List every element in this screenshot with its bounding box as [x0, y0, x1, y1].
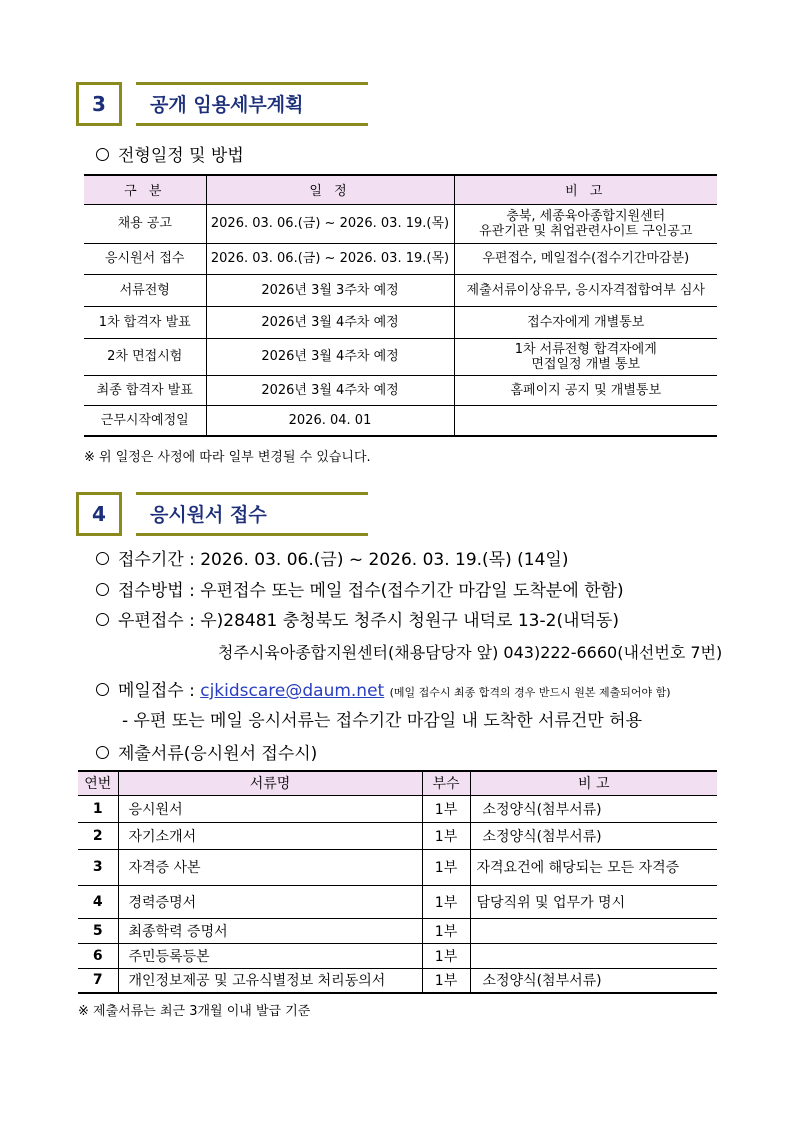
row-remark: 접수자에게 개별통보: [454, 306, 717, 338]
row-date: 2026년 3월 4주차 예정: [206, 338, 454, 375]
row-remark: 자격요건에 해당되는 모든 자격증: [470, 849, 717, 885]
section-title-box: [136, 492, 368, 536]
table-row: [84, 243, 717, 274]
row-remark: 소정양식(첨부서류): [470, 822, 717, 849]
circle-bullet-icon: [96, 613, 109, 626]
row-category: 최종 합격자 발표: [84, 375, 206, 405]
table-header-row: [78, 771, 717, 795]
row-remark: 1차 서류전형 합격자에게 면접일정 개별 통보: [454, 338, 717, 375]
email-note: (메일 접수시 최종 합격의 경우 반드시 원본 제출되어야 함): [389, 686, 671, 699]
row-no: 2: [78, 822, 118, 849]
table-row: [84, 204, 717, 243]
row-no: 5: [78, 918, 118, 943]
row-remark: 소정양식(첨부서류): [470, 968, 717, 993]
row-remark: 충북, 세종육아종합지원센터 유관기관 및 취업관련사이트 구인공고: [454, 204, 717, 243]
row-doc-name: 경력증명서: [118, 885, 422, 918]
table-header-row: [84, 175, 717, 204]
table-row: [78, 822, 717, 849]
documents-table: [78, 770, 717, 994]
table-row: [78, 918, 717, 943]
post-address: 청주시육아종합지원센터(채용담당자 앞) 043)222-6660(내선번호 7번): [218, 643, 723, 662]
table-row: [84, 306, 717, 338]
row-date: 2026. 03. 06.(금) ~ 2026. 03. 19.(목): [206, 204, 454, 243]
circle-bullet-icon: [96, 552, 109, 565]
circle-bullet-icon: [96, 148, 109, 161]
row-date: 2026년 3월 4주차 예정: [206, 306, 454, 338]
row-doc-name: 자격증 사본: [118, 849, 422, 885]
row-no: 3: [78, 849, 118, 885]
header-remark: 비 고: [470, 771, 717, 795]
table-row: [84, 405, 717, 436]
row-copies: 1부: [422, 918, 470, 943]
header-no: 연번: [78, 771, 118, 795]
row-category: 서류전형: [84, 274, 206, 306]
table-row: [84, 375, 717, 405]
row-category: 2차 면접시험: [84, 338, 206, 375]
row-doc-name: 응시원서: [118, 795, 422, 822]
table-row: [78, 943, 717, 968]
row-category: 채용 공고: [84, 204, 206, 243]
row-doc-name: 최종학력 증명서: [118, 918, 422, 943]
row-remark: 우편접수, 메일접수(접수기간마감분): [454, 243, 717, 274]
table-row: [78, 885, 717, 918]
method-bullet: 접수방법 : 우편접수 또는 메일 접수(접수기간 마감일 도착분에 한함): [96, 576, 624, 601]
header-remarks: 비 고: [454, 175, 717, 204]
section-number: 3: [76, 82, 122, 126]
header-schedule: 일 정: [206, 175, 454, 204]
row-copies: 1부: [422, 795, 470, 822]
email-link[interactable]: cjkidscare@daum.net: [200, 681, 385, 701]
row-copies: 1부: [422, 968, 470, 993]
row-remark: [470, 918, 717, 943]
row-remark: [454, 405, 717, 436]
table-row: [78, 849, 717, 885]
row-category: 근무시작예정일: [84, 405, 206, 436]
section-4-header: [76, 492, 368, 536]
table-row: [78, 795, 717, 822]
header-category: 구 분: [84, 175, 206, 204]
section-title: 공개 임용세부계획: [150, 94, 304, 116]
row-remark: 담당직위 및 업무가 명시: [470, 885, 717, 918]
table-row: [78, 968, 717, 993]
row-doc-name: 개인정보제공 및 고유식별정보 처리동의서: [118, 968, 422, 993]
row-no: 4: [78, 885, 118, 918]
row-copies: 1부: [422, 943, 470, 968]
header-doc-name: 서류명: [118, 771, 422, 795]
period-bullet: 접수기간 : 2026. 03. 06.(금) ~ 2026. 03. 19.(목) (14일): [96, 545, 568, 570]
section-3-header: [76, 82, 368, 126]
docs-footnote: ※ 제출서류는 최근 3개월 이내 발급 기준: [78, 1004, 311, 1019]
row-date: 2026년 3월 3주차 예정: [206, 274, 454, 306]
email-subnote: - 우편 또는 메일 응시서류는 접수기간 마감일 내 도착한 서류건만 허용: [122, 711, 642, 731]
table-row: [84, 274, 717, 306]
row-category: 1차 합격자 발표: [84, 306, 206, 338]
row-remark: 홈페이지 공지 및 개별통보: [454, 375, 717, 405]
schedule-bullet: 전형일정 및 방법: [96, 141, 244, 166]
row-no: 7: [78, 968, 118, 993]
row-copies: 1부: [422, 822, 470, 849]
header-copies: 부수: [422, 771, 470, 795]
row-date: 2026년 3월 4주차 예정: [206, 375, 454, 405]
row-doc-name: 자기소개서: [118, 822, 422, 849]
circle-bullet-icon: [96, 683, 109, 696]
circle-bullet-icon: [96, 583, 109, 596]
row-no: 6: [78, 943, 118, 968]
email-bullet: 메일접수 : cjkidscare@daum.net (메일 접수시 최종 합격의 경우 반드시 원본 제출되어야 함): [96, 676, 671, 701]
row-date: 2026. 03. 06.(금) ~ 2026. 03. 19.(목): [206, 243, 454, 274]
table-row: [84, 338, 717, 375]
section-number: 4: [76, 492, 122, 536]
section-title: 응시원서 접수: [150, 504, 267, 526]
circle-bullet-icon: [96, 746, 109, 759]
row-remark: 소정양식(첨부서류): [470, 795, 717, 822]
row-remark: [470, 943, 717, 968]
row-copies: 1부: [422, 885, 470, 918]
post-bullet: 우편접수 : 우)28481 충청북도 청주시 청원구 내덕로 13-2(내덕동): [96, 606, 619, 631]
row-no: 1: [78, 795, 118, 822]
section-title-box: [136, 82, 368, 126]
row-doc-name: 주민등록등본: [118, 943, 422, 968]
schedule-footnote: ※ 위 일정은 사정에 따라 일부 변경될 수 있습니다.: [84, 450, 371, 465]
row-category: 응시원서 접수: [84, 243, 206, 274]
row-copies: 1부: [422, 849, 470, 885]
row-date: 2026. 04. 01: [206, 405, 454, 436]
schedule-table: [84, 174, 717, 437]
row-remark: 제출서류이상유무, 응시자격접합여부 심사: [454, 274, 717, 306]
docs-bullet: 제출서류(응시원서 접수시): [96, 739, 317, 764]
